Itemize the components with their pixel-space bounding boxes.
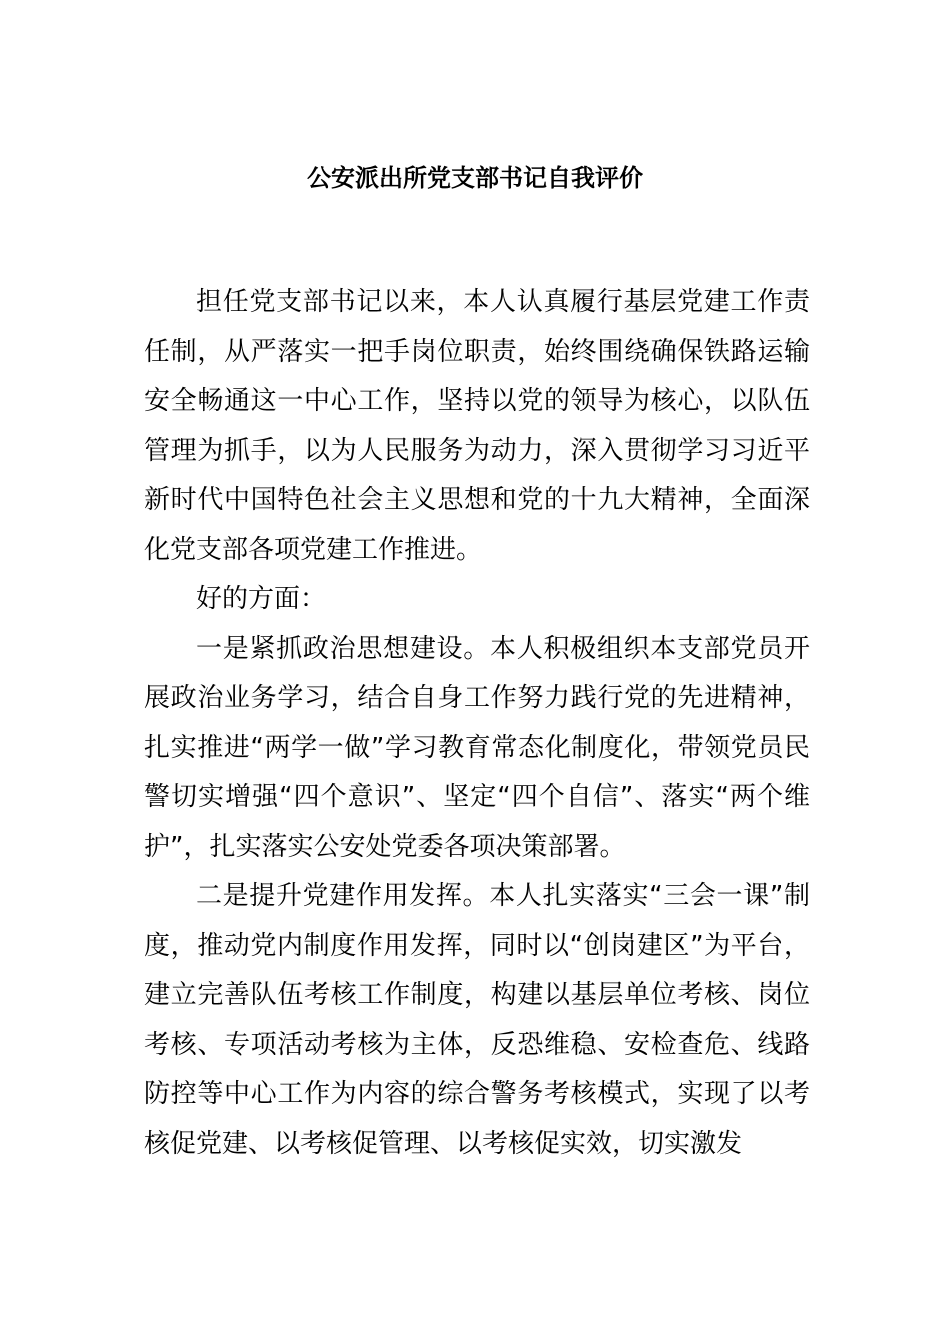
paragraph-intro: 担任党支部书记以来，本人认真履行基层党建工作责任制，从严落实一把手岗位职责，始终围绕确保铁路运输安全畅通这一中心工作，坚持以党的领导为核心，以队伍管理为抓手，以为人民服务为动力，深入贯彻学习习近平新时代中国特色社会主义思想和党的十九大精神，全面深化党支部各项党建工作推进。	[144, 287, 810, 565]
document-body	[144, 278, 810, 1169]
paragraph-good-aspects-heading: 好的方面：	[196, 584, 327, 614]
document-title: 公安派出所党支部书记自我评价	[307, 164, 643, 192]
paragraph-point-two: 二是提升党建作用发挥。本人扎实落实“三会一课”制度，推动党内制度作用发挥，同时以“创岗建区”为平台，建立完善队伍考核工作制度，构建以基层单位考核、岗位考核、专项活动考核为主体，反恐维稳、安检查危、线路防控等中心工作为内容的综合警务考核模式，实现了以考核促党建、以考核促管理、以考核促实效，切实激发	[144, 881, 810, 1159]
paragraph-point-one: 一是紧抓政治思想建设。本人积极组织本支部党员开展政治业务学习，结合自身工作努力践行党的先进精神，扎实推进“两学一做”学习教育常态化制度化，带领党员民警切实增强“四个意识”、坚定“四个自信”、落实“两个维护”，扎实落实公安处党委各项决策部署。	[144, 633, 810, 862]
